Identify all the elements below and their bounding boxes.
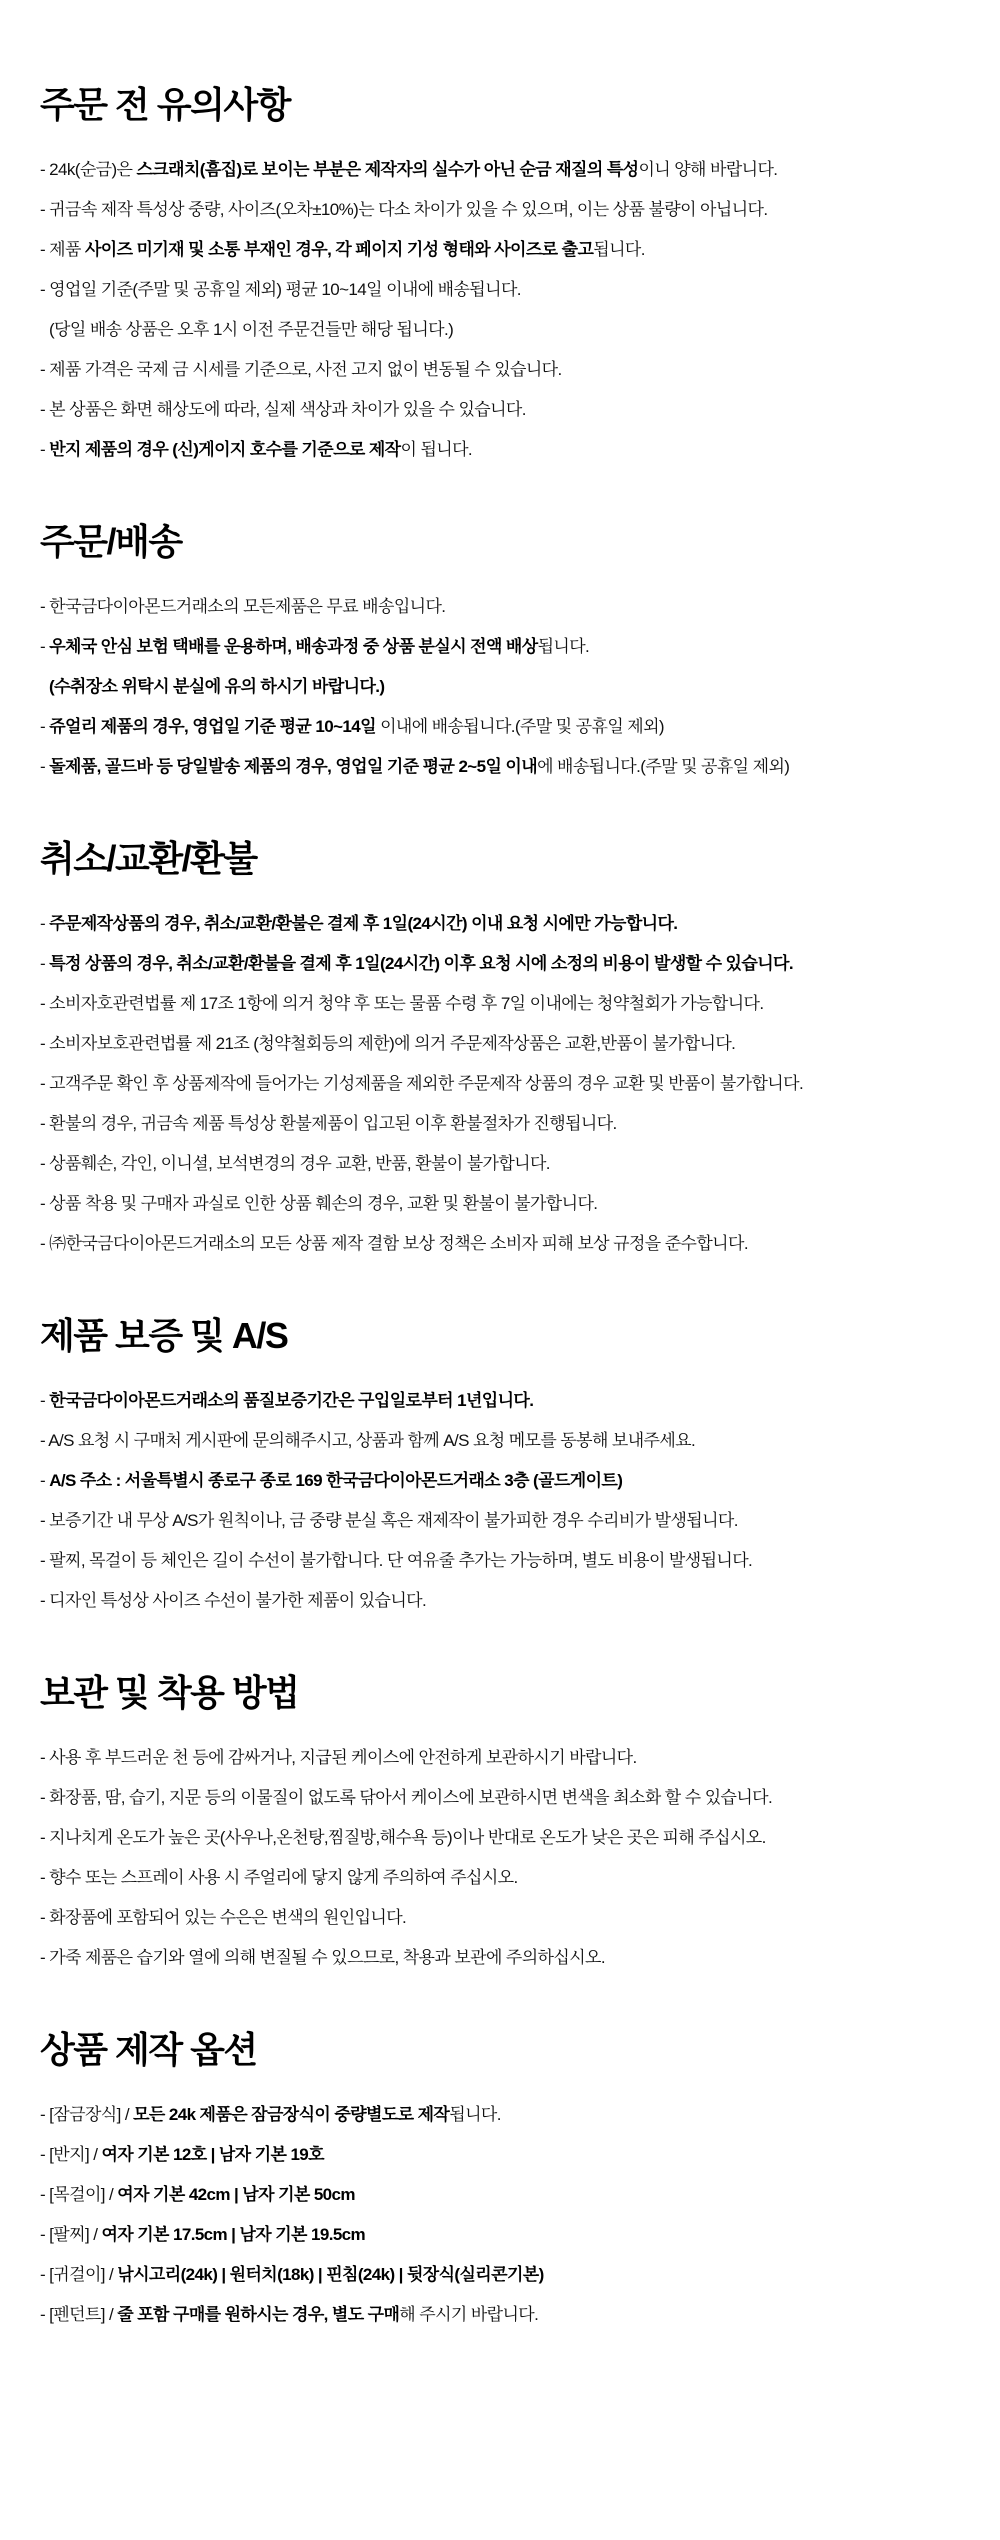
section-lines bbox=[40, 1391, 960, 1610]
notice-line bbox=[40, 914, 960, 933]
notice-line bbox=[40, 1748, 960, 1767]
notice-line bbox=[40, 994, 960, 1013]
notice-line bbox=[40, 637, 960, 656]
text-segment: - 가죽 제품은 습기와 열에 의해 변질될 수 있으므로, 착용과 보관에 주의하십시오. bbox=[40, 1948, 605, 1967]
text-segment: - 제품 bbox=[40, 240, 85, 259]
text-segment: - bbox=[40, 757, 50, 776]
text-segment: - 지나치게 온도가 높은 곳(사우나,온천탕,찜질방,해수욕 등)이나 반대로 온도가 낮은 곳은 피해 주십시오. bbox=[40, 1828, 766, 1847]
notice-line bbox=[40, 1591, 960, 1610]
notice-line bbox=[40, 954, 960, 973]
notice-line bbox=[40, 440, 960, 459]
text-segment: - [귀걸이] / bbox=[40, 2265, 118, 2284]
section-lines bbox=[40, 597, 960, 776]
notice-section bbox=[40, 1315, 960, 1610]
text-segment: 이내에 배송됩니다.(주말 및 공휴일 제외) bbox=[375, 717, 664, 736]
notice-line bbox=[40, 1034, 960, 1053]
text-segment: (수취장소 위탁시 분실에 유의 하시기 바랍니다.) bbox=[49, 677, 385, 696]
text-segment: - 고객주문 확인 후 상품제작에 들어가는 기성제품을 제외한 주문제작 상품의 경우 교환 및 반품이 불가합니다. bbox=[40, 1074, 804, 1093]
text-segment: - A/S 요청 시 구매처 게시판에 문의해주시고, 상품과 함께 A/S 요청 메모를 동봉해 보내주세요. bbox=[40, 1431, 696, 1450]
text-segment: - 화장품에 포함되어 있는 수은은 변색의 원인입니다. bbox=[40, 1908, 407, 1927]
text-segment: 여자 기본 12호 | 남자 기본 19호 bbox=[101, 2145, 324, 2164]
text-segment: - bbox=[40, 1471, 50, 1490]
text-segment: - 귀금속 제작 특성상 중량, 사이즈(오차±10%)는 다소 차이가 있을 수 있으며, 이는 상품 불량이 아닙니다. bbox=[40, 200, 768, 219]
text-segment: 우체국 안심 보험 택배를 운용하며, 배송과정 중 상품 분실시 전액 배상 bbox=[49, 637, 538, 656]
text-segment: - 영업일 기준(주말 및 공휴일 제외) 평균 10~14일 이내에 배송됩니다. bbox=[40, 280, 521, 299]
notice-line bbox=[40, 597, 960, 616]
text-segment: 특정 상품의 경우, 취소/교환/환불을 결제 후 1일(24시간) 이후 요청 시에 소정의 비용이 발생할 수 있습니다. bbox=[49, 954, 793, 973]
notice-line bbox=[40, 757, 960, 776]
text-segment: 에 배송됩니다.(주말 및 공휴일 제외) bbox=[537, 757, 790, 776]
text-segment: 한국금다이아몬드거래소의 품질보증기간은 구입일로부터 1년입니다. bbox=[49, 1391, 534, 1410]
notice-line bbox=[40, 2265, 960, 2284]
section-title: 보관 및 착용 방법 bbox=[40, 1672, 299, 1713]
notice-line bbox=[40, 1431, 960, 1450]
text-segment: - 한국금다이아몬드거래소의 모든제품은 무료 배송입니다. bbox=[40, 597, 446, 616]
section-lines bbox=[40, 160, 960, 459]
text-segment: - 사용 후 부드러운 천 등에 감싸거나, 지급된 케이스에 안전하게 보관하시기 바랍니다. bbox=[40, 1748, 637, 1767]
section-title: 주문/배송 bbox=[40, 521, 182, 562]
text-segment: - 향수 또는 스프레이 사용 시 주얼리에 닿지 않게 주의하여 주십시오. bbox=[40, 1868, 518, 1887]
notice-line bbox=[40, 1868, 960, 1887]
text-segment: 해 주시기 바랍니다. bbox=[399, 2305, 539, 2324]
text-segment: - 제품 가격은 국제 금 시세를 기준으로, 사전 고지 없이 변동될 수 있습니다. bbox=[40, 360, 562, 379]
notice-line bbox=[40, 1114, 960, 1133]
text-segment: - 화장품, 땀, 습기, 지문 등의 이물질이 없도록 닦아서 케이스에 보관하시면 변색을 최소화 할 수 있습니다. bbox=[40, 1788, 773, 1807]
notice-line bbox=[40, 717, 960, 736]
text-segment: - 상품 착용 및 구매자 과실로 인한 상품 훼손의 경우, 교환 및 환불이 불가합니다. bbox=[40, 1194, 598, 1213]
text-segment: 낚시고리(24k) | 원터치(18k) | 핀침(24k) | 뒷장식(실리콘기본) bbox=[117, 2265, 544, 2284]
notice-section bbox=[40, 838, 960, 1253]
text-segment: 스크래치(흠집)로 보이는 부분은 제작자의 실수가 아닌 순금 재질의 특성 bbox=[136, 160, 639, 179]
text-segment: 줄 포함 구매를 원하시는 경우, 별도 구매 bbox=[117, 2305, 400, 2324]
text-segment: 주문제작상품의 경우, 취소/교환/환불은 결제 후 1일(24시간) 이내 요청 시에만 가능합니다. bbox=[49, 914, 678, 933]
notice-line bbox=[40, 280, 960, 299]
notice-line bbox=[40, 1074, 960, 1093]
section-title: 취소/교환/환불 bbox=[40, 838, 257, 879]
text-segment: - 보증기간 내 무상 A/S가 원칙이나, 금 중량 분실 혹은 재제작이 불가피한 경우 수리비가 발생됩니다. bbox=[40, 1511, 738, 1530]
text-segment: - [팔찌] / bbox=[40, 2225, 102, 2244]
text-segment: - 24k(순금)은 bbox=[40, 160, 137, 179]
notice-line bbox=[40, 2185, 960, 2204]
section-lines bbox=[40, 1748, 960, 1967]
text-segment: - 상품훼손, 각인, 이니셜, 보석변경의 경우 교환, 반품, 환불이 불가합니다. bbox=[40, 1154, 550, 1173]
notice-line bbox=[40, 1948, 960, 1967]
text-segment: - 환불의 경우, 귀금속 제품 특성상 환불제품이 입고된 이후 환불절차가 진행됩니다. bbox=[40, 1114, 617, 1133]
notice-line bbox=[40, 677, 960, 696]
text-segment: 이 됩니다. bbox=[400, 440, 473, 459]
notice-line bbox=[40, 1908, 960, 1927]
notice-line bbox=[40, 1828, 960, 1847]
text-segment: - [목걸이] / bbox=[40, 2185, 118, 2204]
notice-line bbox=[40, 1391, 960, 1410]
notice-section bbox=[40, 521, 960, 776]
notice-line bbox=[40, 1471, 960, 1490]
section-title: 상품 제작 옵션 bbox=[40, 2029, 257, 2070]
notice-line bbox=[40, 1788, 960, 1807]
notice-line bbox=[40, 1551, 960, 1570]
notice-line bbox=[40, 320, 960, 339]
notice-line bbox=[40, 2105, 960, 2124]
text-segment: 이니 양해 바랍니다. bbox=[638, 160, 778, 179]
notice-section bbox=[40, 1672, 960, 1967]
text-segment: - bbox=[40, 914, 50, 933]
notice-line bbox=[40, 400, 960, 419]
text-segment: 사이즈 미기재 및 소통 부재인 경우, 각 페이지 기성 형태와 사이즈로 출고 bbox=[84, 240, 594, 259]
text-segment: - bbox=[40, 637, 50, 656]
text-segment: 됩니다. bbox=[537, 637, 590, 656]
text-segment: 됩니다. bbox=[593, 240, 645, 259]
section-lines bbox=[40, 914, 960, 1253]
notice-line bbox=[40, 2305, 960, 2324]
notice-line bbox=[40, 1154, 960, 1173]
text-segment: - 소비자보호관련법률 제 21조 (청약철회등의 제한)에 의거 주문제작상품은 교환,반품이 불가합니다. bbox=[40, 1034, 736, 1053]
text-segment: 반지 제품의 경우 (신)게이지 호수를 기준으로 제작 bbox=[49, 440, 401, 459]
text-segment: 돌제품, 골드바 등 당일발송 제품의 경우, 영업일 기준 평균 2~5일 이내 bbox=[49, 757, 538, 776]
text-segment: (당일 배송 상품은 오후 1시 이전 주문건들만 해당 됩니다.) bbox=[49, 320, 454, 339]
section-title: 제품 보증 및 A/S bbox=[40, 1315, 288, 1356]
text-segment: 쥬얼리 제품의 경우, 영업일 기준 평균 10~14일 bbox=[49, 717, 376, 736]
notice-line bbox=[40, 1194, 960, 1213]
text-segment: - 소비자호관련법률 제 17조 1항에 의거 청약 후 또는 물품 수령 후 7일 이내에는 청약철회가 가능합니다. bbox=[40, 994, 764, 1013]
notice-section bbox=[40, 84, 960, 459]
text-segment: - 팔찌, 목걸이 등 체인은 길이 수선이 불가합니다. 단 여유줄 추가는 가능하며, 별도 비용이 발생됩니다. bbox=[40, 1551, 753, 1570]
notice-line bbox=[40, 1511, 960, 1530]
text-segment: 모든 24k 제품은 잠금장식이 중량별도로 제작 bbox=[133, 2105, 450, 2124]
section-title: 주문 전 유의사항 bbox=[40, 84, 290, 125]
notice-section bbox=[40, 2029, 960, 2324]
text-segment: - [반지] / bbox=[40, 2145, 102, 2164]
notice-line bbox=[40, 2145, 960, 2164]
text-segment: - 본 상품은 화면 해상도에 따라, 실제 색상과 차이가 있을 수 있습니다. bbox=[40, 400, 526, 419]
notice-line bbox=[40, 1234, 960, 1253]
text-segment: - bbox=[40, 1391, 50, 1410]
notice-line bbox=[40, 240, 960, 259]
text-segment: - bbox=[40, 440, 50, 459]
text-segment: 여자 기본 42cm | 남자 기본 50cm bbox=[117, 2185, 355, 2204]
text-segment: - bbox=[40, 954, 50, 973]
text-segment: 여자 기본 17.5cm | 남자 기본 19.5cm bbox=[101, 2225, 366, 2244]
text-segment: - [펜던트] / bbox=[40, 2305, 118, 2324]
text-segment: - 디자인 특성상 사이즈 수선이 불가한 제품이 있습니다. bbox=[40, 1591, 427, 1610]
text-segment: - bbox=[40, 717, 50, 736]
section-lines bbox=[40, 2105, 960, 2324]
notice-line bbox=[40, 200, 960, 219]
text-segment: - [잠금장식] / bbox=[40, 2105, 134, 2124]
text-segment: - ㈜한국금다이아몬드거래소의 모든 상품 제작 결함 보상 정책은 소비자 피해 보상 규정을 준수합니다. bbox=[40, 1234, 748, 1253]
text-segment: 됩니다. bbox=[449, 2105, 501, 2124]
notice-line bbox=[40, 160, 960, 179]
notice-line bbox=[40, 2225, 960, 2244]
notice-line bbox=[40, 360, 960, 379]
text-segment: A/S 주소 : 서울특별시 종로구 종로 169 한국금다이아몬드거래소 3층 (골드게이트) bbox=[49, 1471, 623, 1490]
